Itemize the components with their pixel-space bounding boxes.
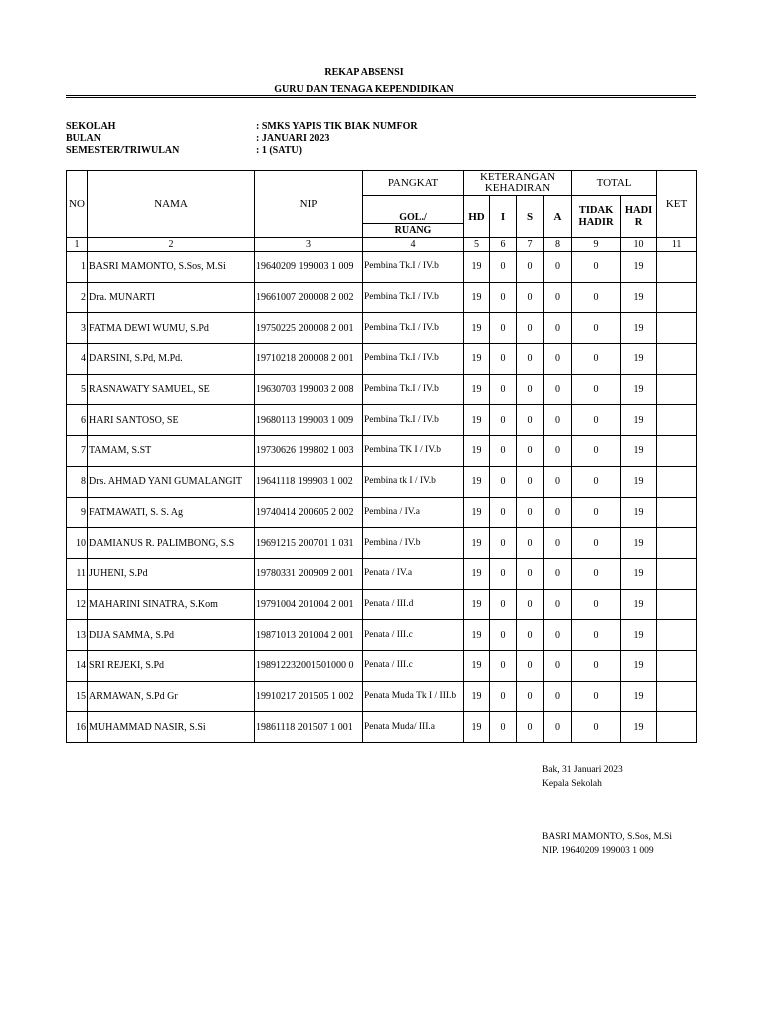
row-pangkat: Penata Muda Tk I / III.b bbox=[363, 681, 464, 712]
meta-row-sekolah bbox=[66, 121, 418, 133]
meta-value: : SMKS YAPIS TIK BIAK NUMFOR bbox=[256, 121, 418, 132]
row-nama: ARMAWAN, S.Pd Gr bbox=[88, 681, 255, 712]
row-no: 9 bbox=[67, 497, 88, 528]
table-row bbox=[67, 344, 697, 375]
row-hd: 19 bbox=[464, 436, 490, 467]
row-hadir: 19 bbox=[621, 313, 657, 344]
row-i: 0 bbox=[490, 374, 517, 405]
row-s: 0 bbox=[517, 650, 544, 681]
row-ket bbox=[657, 405, 697, 436]
meta-value: : JANUARI 2023 bbox=[256, 133, 330, 144]
row-no: 6 bbox=[67, 405, 88, 436]
col-number: 4 bbox=[363, 238, 464, 252]
row-pangkat: Pembina / IV.a bbox=[363, 497, 464, 528]
row-a: 0 bbox=[544, 620, 572, 651]
row-hadir: 19 bbox=[621, 589, 657, 620]
col-number: 1 bbox=[67, 238, 88, 252]
meta-key: SEMESTER/TRIWULAN bbox=[66, 145, 180, 156]
row-s: 0 bbox=[517, 528, 544, 559]
row-hd: 19 bbox=[464, 681, 490, 712]
row-no: 10 bbox=[67, 528, 88, 559]
row-tidak-hadir: 0 bbox=[572, 374, 621, 405]
row-hd: 19 bbox=[464, 712, 490, 743]
row-i: 0 bbox=[490, 712, 517, 743]
row-no: 13 bbox=[67, 620, 88, 651]
row-no: 14 bbox=[67, 650, 88, 681]
table-row bbox=[67, 528, 697, 559]
row-tidak-hadir: 0 bbox=[572, 282, 621, 313]
row-nip: 19871013 201004 2 001 bbox=[255, 620, 363, 651]
row-s: 0 bbox=[517, 436, 544, 467]
row-pangkat: Penata / III.c bbox=[363, 620, 464, 651]
header-pangkat: PANGKAT bbox=[363, 171, 464, 196]
row-pangkat: Pembina Tk.I / IV.b bbox=[363, 374, 464, 405]
row-tidak-hadir: 0 bbox=[572, 497, 621, 528]
header-s: S bbox=[517, 196, 544, 238]
row-no: 2 bbox=[67, 282, 88, 313]
header-nip: NIP bbox=[255, 171, 363, 238]
row-hadir: 19 bbox=[621, 528, 657, 559]
row-no: 7 bbox=[67, 436, 88, 467]
row-i: 0 bbox=[490, 282, 517, 313]
row-nama: DARSINI, S.Pd, M.Pd. bbox=[88, 344, 255, 375]
row-i: 0 bbox=[490, 650, 517, 681]
row-no: 8 bbox=[67, 466, 88, 497]
row-tidak-hadir: 0 bbox=[572, 650, 621, 681]
row-hd: 19 bbox=[464, 589, 490, 620]
row-i: 0 bbox=[490, 313, 517, 344]
row-s: 0 bbox=[517, 681, 544, 712]
row-hadir: 19 bbox=[621, 620, 657, 651]
row-nip: 19861118 201507 1 001 bbox=[255, 712, 363, 743]
row-nama: BASRI MAMONTO, S.Sos, M.Si bbox=[88, 252, 255, 283]
row-no: 5 bbox=[67, 374, 88, 405]
row-s: 0 bbox=[517, 712, 544, 743]
sign-nip: NIP. 19640209 199003 1 009 bbox=[542, 846, 654, 856]
row-s: 0 bbox=[517, 589, 544, 620]
row-i: 0 bbox=[490, 681, 517, 712]
row-s: 0 bbox=[517, 282, 544, 313]
row-ket bbox=[657, 466, 697, 497]
row-nip: 19750225 200008 2 001 bbox=[255, 313, 363, 344]
row-hadir: 19 bbox=[621, 558, 657, 589]
row-s: 0 bbox=[517, 344, 544, 375]
row-tidak-hadir: 0 bbox=[572, 436, 621, 467]
row-s: 0 bbox=[517, 558, 544, 589]
row-nama: SRI REJEKI, S.Pd bbox=[88, 650, 255, 681]
row-hd: 19 bbox=[464, 558, 490, 589]
row-pangkat: Penata / III.d bbox=[363, 589, 464, 620]
row-hd: 19 bbox=[464, 466, 490, 497]
header-rule bbox=[66, 95, 696, 96]
header-keterangan: KETERANGAN KEHADIRAN bbox=[464, 171, 572, 196]
row-pangkat: Pembina Tk.I / IV.b bbox=[363, 344, 464, 375]
row-nama: Dra. MUNARTI bbox=[88, 282, 255, 313]
row-ket bbox=[657, 681, 697, 712]
row-tidak-hadir: 0 bbox=[572, 589, 621, 620]
row-ket bbox=[657, 620, 697, 651]
row-pangkat: Pembina Tk.I / IV.b bbox=[363, 252, 464, 283]
row-s: 0 bbox=[517, 374, 544, 405]
row-ket bbox=[657, 558, 697, 589]
meta-row-semester bbox=[66, 145, 418, 157]
row-a: 0 bbox=[544, 528, 572, 559]
row-hd: 19 bbox=[464, 344, 490, 375]
col-number: 9 bbox=[572, 238, 621, 252]
row-a: 0 bbox=[544, 497, 572, 528]
row-ket bbox=[657, 252, 697, 283]
meta-row-bulan bbox=[66, 133, 418, 145]
header-ket: KET bbox=[657, 171, 697, 238]
header-a: A bbox=[544, 196, 572, 238]
row-i: 0 bbox=[490, 344, 517, 375]
row-nama: MAHARINI SINATRA, S.Kom bbox=[88, 589, 255, 620]
table-row bbox=[67, 712, 697, 743]
table-row bbox=[67, 589, 697, 620]
table-row bbox=[67, 681, 697, 712]
row-nama: MUHAMMAD NASIR, S.Si bbox=[88, 712, 255, 743]
table-row bbox=[67, 558, 697, 589]
row-i: 0 bbox=[490, 589, 517, 620]
row-ket bbox=[657, 313, 697, 344]
row-i: 0 bbox=[490, 466, 517, 497]
document-title: REKAP ABSENSI bbox=[324, 67, 404, 78]
header-total: TOTAL bbox=[572, 171, 657, 196]
row-ket bbox=[657, 344, 697, 375]
row-ket bbox=[657, 282, 697, 313]
row-pangkat: Pembina / IV.b bbox=[363, 528, 464, 559]
row-tidak-hadir: 0 bbox=[572, 681, 621, 712]
row-a: 0 bbox=[544, 252, 572, 283]
header-ruang: RUANG bbox=[363, 224, 464, 238]
header-hadir: HADI R bbox=[621, 196, 657, 238]
table-row bbox=[67, 374, 697, 405]
row-tidak-hadir: 0 bbox=[572, 313, 621, 344]
col-number: 10 bbox=[621, 238, 657, 252]
row-tidak-hadir: 0 bbox=[572, 528, 621, 559]
meta-key: BULAN bbox=[66, 133, 102, 144]
row-ket bbox=[657, 374, 697, 405]
row-no: 1 bbox=[67, 252, 88, 283]
row-s: 0 bbox=[517, 620, 544, 651]
row-tidak-hadir: 0 bbox=[572, 344, 621, 375]
row-ket bbox=[657, 436, 697, 467]
row-pangkat: Pembina TK I / IV.b bbox=[363, 436, 464, 467]
row-a: 0 bbox=[544, 313, 572, 344]
row-nip: 19661007 200008 2 002 bbox=[255, 282, 363, 313]
row-a: 0 bbox=[544, 282, 572, 313]
row-pangkat: Penata / IV.a bbox=[363, 558, 464, 589]
row-a: 0 bbox=[544, 374, 572, 405]
col-number: 11 bbox=[657, 238, 697, 252]
row-s: 0 bbox=[517, 466, 544, 497]
table-row bbox=[67, 313, 697, 344]
row-a: 0 bbox=[544, 650, 572, 681]
col-number: 3 bbox=[255, 238, 363, 252]
col-number: 8 bbox=[544, 238, 572, 252]
col-number: 6 bbox=[490, 238, 517, 252]
column-number-row bbox=[67, 238, 697, 252]
row-tidak-hadir: 0 bbox=[572, 405, 621, 436]
col-number: 2 bbox=[88, 238, 255, 252]
row-a: 0 bbox=[544, 712, 572, 743]
row-no: 12 bbox=[67, 589, 88, 620]
table-row bbox=[67, 252, 697, 283]
header-hd: HD bbox=[464, 196, 490, 238]
row-hd: 19 bbox=[464, 374, 490, 405]
row-hadir: 19 bbox=[621, 252, 657, 283]
row-hadir: 19 bbox=[621, 282, 657, 313]
row-hadir: 19 bbox=[621, 712, 657, 743]
document-subtitle: GURU DAN TENAGA KEPENDIDIKAN bbox=[274, 84, 454, 95]
header-nama: NAMA bbox=[88, 171, 255, 238]
row-i: 0 bbox=[490, 620, 517, 651]
row-no: 4 bbox=[67, 344, 88, 375]
row-nip: 19730626 199802 1 003 bbox=[255, 436, 363, 467]
row-a: 0 bbox=[544, 344, 572, 375]
table-row bbox=[67, 497, 697, 528]
row-nip: 19680113 199003 1 009 bbox=[255, 405, 363, 436]
row-a: 0 bbox=[544, 466, 572, 497]
row-hd: 19 bbox=[464, 650, 490, 681]
header-i: I bbox=[490, 196, 517, 238]
row-nama: DIJA SAMMA, S.Pd bbox=[88, 620, 255, 651]
row-tidak-hadir: 0 bbox=[572, 252, 621, 283]
row-hadir: 19 bbox=[621, 497, 657, 528]
row-nama: JUHENI, S.Pd bbox=[88, 558, 255, 589]
row-hd: 19 bbox=[464, 497, 490, 528]
row-s: 0 bbox=[517, 405, 544, 436]
row-i: 0 bbox=[490, 558, 517, 589]
sign-name: BASRI MAMONTO, S.Sos, M.Si bbox=[542, 832, 672, 842]
table-row bbox=[67, 650, 697, 681]
row-s: 0 bbox=[517, 252, 544, 283]
row-i: 0 bbox=[490, 497, 517, 528]
row-hd: 19 bbox=[464, 528, 490, 559]
row-no: 3 bbox=[67, 313, 88, 344]
row-pangkat: Pembina Tk.I / IV.b bbox=[363, 282, 464, 313]
row-a: 0 bbox=[544, 681, 572, 712]
row-no: 11 bbox=[67, 558, 88, 589]
header-no: NO bbox=[67, 171, 88, 238]
row-hd: 19 bbox=[464, 313, 490, 344]
row-hd: 19 bbox=[464, 405, 490, 436]
row-pangkat: Penata / III.c bbox=[363, 650, 464, 681]
row-tidak-hadir: 0 bbox=[572, 712, 621, 743]
row-nip: 19641118 199903 1 002 bbox=[255, 466, 363, 497]
row-nip: 19691215 200701 1 031 bbox=[255, 528, 363, 559]
row-pangkat: Penata Muda/ III.a bbox=[363, 712, 464, 743]
row-a: 0 bbox=[544, 558, 572, 589]
row-nama: FATMA DEWI WUMU, S.Pd bbox=[88, 313, 255, 344]
row-nip: 19910217 201505 1 002 bbox=[255, 681, 363, 712]
meta-key: SEKOLAH bbox=[66, 121, 116, 132]
row-hadir: 19 bbox=[621, 466, 657, 497]
col-number: 5 bbox=[464, 238, 490, 252]
row-a: 0 bbox=[544, 589, 572, 620]
row-hd: 19 bbox=[464, 620, 490, 651]
row-ket bbox=[657, 497, 697, 528]
row-tidak-hadir: 0 bbox=[572, 620, 621, 651]
table-row bbox=[67, 282, 697, 313]
row-hadir: 19 bbox=[621, 405, 657, 436]
table-row bbox=[67, 405, 697, 436]
row-pangkat: Pembina Tk.I / IV.b bbox=[363, 313, 464, 344]
row-nama: HARI SANTOSO, SE bbox=[88, 405, 255, 436]
header-rule-double bbox=[66, 97, 696, 98]
row-nip: 19740414 200605 2 002 bbox=[255, 497, 363, 528]
row-nama: DAMIANUS R. PALIMBONG, S.S bbox=[88, 528, 255, 559]
row-pangkat: Pembina Tk.I / IV.b bbox=[363, 405, 464, 436]
header-gol: GOL./ bbox=[363, 196, 464, 224]
header-tidak-hadir: TIDAK HADIR bbox=[572, 196, 621, 238]
meta-block bbox=[66, 121, 418, 157]
row-a: 0 bbox=[544, 436, 572, 467]
row-tidak-hadir: 0 bbox=[572, 558, 621, 589]
row-hadir: 19 bbox=[621, 681, 657, 712]
row-nip: 19710218 200008 2 001 bbox=[255, 344, 363, 375]
row-nip: 19630703 199003 2 008 bbox=[255, 374, 363, 405]
row-s: 0 bbox=[517, 313, 544, 344]
row-nip: 19791004 201004 2 001 bbox=[255, 589, 363, 620]
table-row bbox=[67, 620, 697, 651]
table-row bbox=[67, 436, 697, 467]
row-nama: RASNAWATY SAMUEL, SE bbox=[88, 374, 255, 405]
row-i: 0 bbox=[490, 528, 517, 559]
row-nama: Drs. AHMAD YANI GUMALANGIT bbox=[88, 466, 255, 497]
table-body bbox=[67, 252, 697, 743]
sign-place-date: Bak, 31 Januari 2023 bbox=[542, 765, 623, 775]
row-pangkat: Pembina tk I / IV.b bbox=[363, 466, 464, 497]
row-no: 15 bbox=[67, 681, 88, 712]
table-row bbox=[67, 466, 697, 497]
sign-position: Kepala Sekolah bbox=[542, 779, 602, 789]
row-nip: 19780331 200909 2 001 bbox=[255, 558, 363, 589]
row-nama: FATMAWATI, S. S. Ag bbox=[88, 497, 255, 528]
row-i: 0 bbox=[490, 436, 517, 467]
row-nip: 19640209 199003 1 009 bbox=[255, 252, 363, 283]
row-hadir: 19 bbox=[621, 650, 657, 681]
row-nip: 198912232001501000 0 bbox=[255, 650, 363, 681]
col-number: 7 bbox=[517, 238, 544, 252]
row-hadir: 19 bbox=[621, 374, 657, 405]
row-a: 0 bbox=[544, 405, 572, 436]
row-s: 0 bbox=[517, 497, 544, 528]
meta-value: : 1 (SATU) bbox=[256, 145, 302, 156]
row-ket bbox=[657, 650, 697, 681]
row-hadir: 19 bbox=[621, 436, 657, 467]
row-hd: 19 bbox=[464, 252, 490, 283]
row-tidak-hadir: 0 bbox=[572, 466, 621, 497]
row-hadir: 19 bbox=[621, 344, 657, 375]
row-hd: 19 bbox=[464, 282, 490, 313]
row-nama: TAMAM, S.ST bbox=[88, 436, 255, 467]
row-ket bbox=[657, 528, 697, 559]
row-no: 16 bbox=[67, 712, 88, 743]
row-i: 0 bbox=[490, 405, 517, 436]
row-ket bbox=[657, 589, 697, 620]
row-i: 0 bbox=[490, 252, 517, 283]
row-ket bbox=[657, 712, 697, 743]
attendance-table bbox=[66, 170, 697, 743]
